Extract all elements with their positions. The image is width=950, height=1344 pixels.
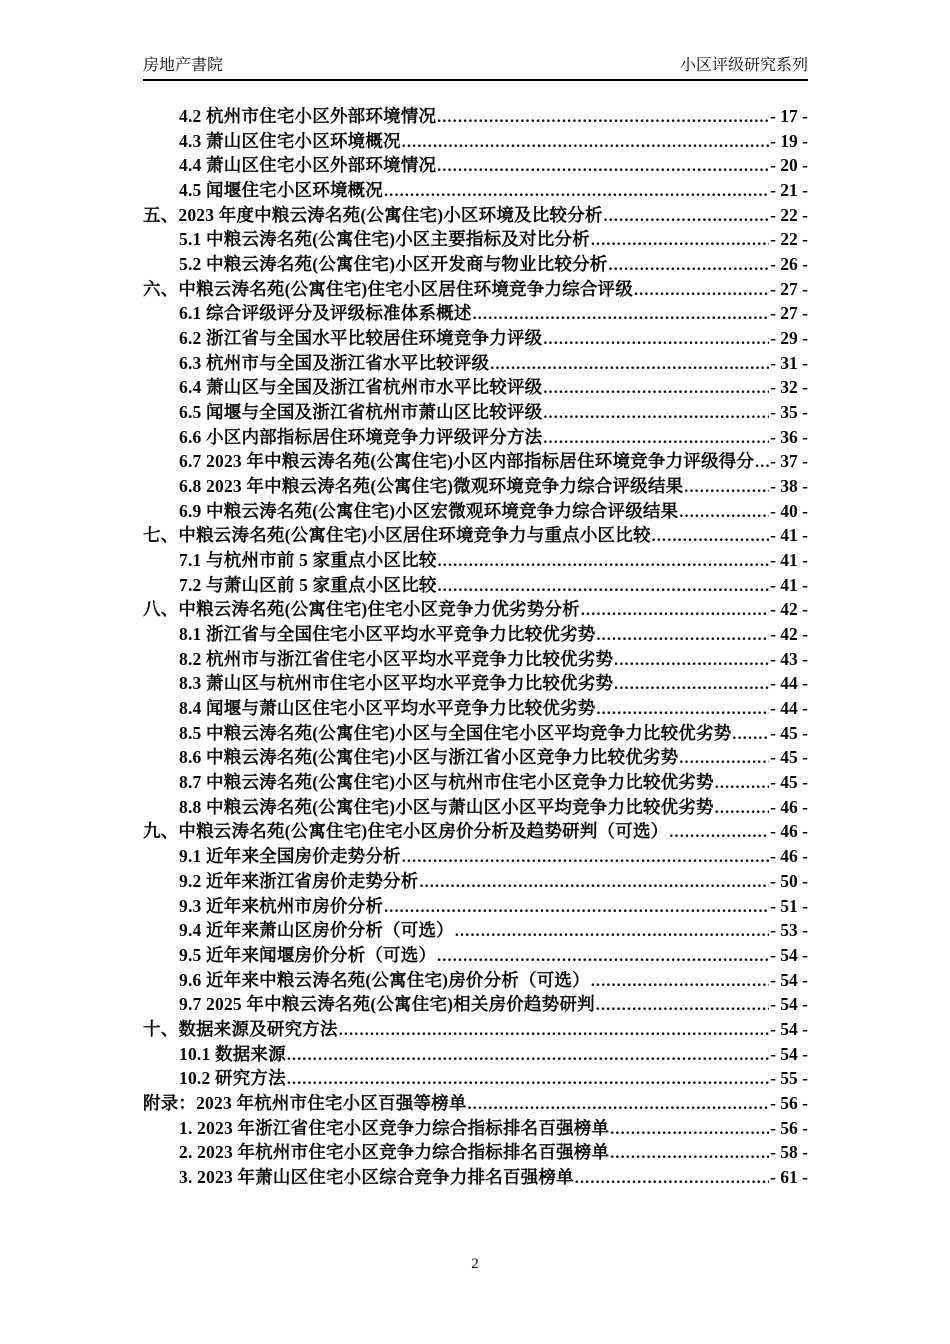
toc-entry-page: - 22 -: [770, 204, 808, 225]
dot-leader: [287, 1047, 769, 1065]
toc-entry-page: - 37 -: [770, 451, 808, 472]
dot-leader: [402, 849, 769, 867]
dot-leader: [684, 479, 769, 497]
toc-entry-title: 2. 2023 年杭州市住宅小区竞争力综合指标排名百强榜单: [179, 1142, 610, 1163]
toc-entry-page: - 43 -: [770, 648, 808, 669]
toc-entry-title: 8.6 中粮云涛名苑(公寓住宅)小区与浙江省小区竞争力比较优劣势: [179, 747, 679, 768]
dot-leader: [287, 1071, 769, 1089]
toc-entry-title: 9.2 近年来浙江省房价走势分析: [179, 870, 419, 891]
toc-entry-page: - 41 -: [770, 525, 808, 546]
toc-entry-page: - 53 -: [770, 920, 808, 941]
toc-entry-page: - 50 -: [770, 870, 808, 891]
toc-entry-title: 9.6 近年来中粮云涛名苑(公寓住宅)房价分析（可选）: [179, 969, 590, 990]
toc-entry: [143, 942, 808, 967]
toc-entry-title: 附录：2023 年杭州市住宅小区百强等榜单: [143, 1092, 467, 1113]
toc-entry-page: - 51 -: [770, 895, 808, 916]
toc-entry: [143, 1139, 808, 1164]
toc-entry-title: 7.1 与杭州市前 5 家重点小区比较: [179, 550, 437, 571]
toc-entry-title: 6.1 综合评级评分及评级标准体系概述: [179, 303, 472, 324]
toc-entry-title: 10.1 数据来源: [179, 1043, 286, 1064]
toc-entry-title: 4.3 萧山区住宅小区环境概况: [179, 130, 401, 151]
toc-entry-page: - 55 -: [770, 1068, 808, 1089]
toc-entry-page: - 41 -: [770, 574, 808, 595]
toc-entry-title: 八、中粮云涛名苑(公寓住宅)住宅小区竞争力优劣势分析: [143, 599, 580, 620]
toc-entry-title: 九、中粮云涛名苑(公寓住宅)住宅小区房价分析及趋势研判（可选）: [143, 821, 669, 842]
dot-leader: [437, 948, 769, 966]
dot-leader: [610, 1121, 769, 1139]
toc-entry-page: - 45 -: [770, 722, 808, 743]
dot-leader: [669, 824, 769, 842]
toc-entry-page: - 29 -: [770, 328, 808, 349]
dot-leader: [715, 775, 769, 793]
dot-leader: [438, 578, 770, 596]
toc-entry: [143, 744, 808, 769]
toc-entry-title: 6.9 中粮云涛名苑(公寓住宅)小区宏微观环境竞争力综合评级结果: [179, 500, 679, 521]
dot-leader: [402, 134, 769, 152]
dot-leader: [384, 899, 769, 917]
toc-entry-page: - 54 -: [770, 1018, 808, 1039]
dot-leader: [543, 430, 769, 448]
page-header: [143, 56, 808, 81]
toc-entry-title: 4.2 杭州市住宅小区外部环境情况: [179, 106, 437, 126]
dot-leader: [591, 973, 769, 991]
dot-leader: [490, 356, 769, 374]
toc-entry-title: 六、中粮云涛名苑(公寓住宅)住宅小区居住环境竞争力综合评级: [143, 278, 633, 299]
toc-entry-title: 8.3 萧山区与杭州市住宅小区平均水平竞争力比较优劣势: [179, 673, 614, 694]
dot-leader: [715, 800, 769, 818]
toc-entry-title: 10.2 研究方法: [179, 1068, 286, 1089]
toc-entry-page: - 36 -: [770, 426, 808, 447]
toc-entry: [143, 498, 808, 523]
dot-leader: [732, 726, 769, 744]
toc-entry-title: 6.5 闻堰与全国及浙江省杭州市萧山区比较评级: [179, 402, 543, 423]
toc-entry: [143, 843, 808, 868]
dot-leader: [455, 923, 769, 941]
toc-entry-title: 5.1 中粮云涛名苑(公寓住宅)小区主要指标及对比分析: [179, 229, 590, 250]
toc-entry-title: 9.4 近年来萧山区房价分析（可选）: [179, 920, 454, 941]
toc-entry-title: 3. 2023 年萧山区住宅小区综合竞争力排名百强榜单: [179, 1166, 574, 1187]
dot-leader: [634, 282, 769, 300]
header-left-text: 房地产書院: [143, 57, 224, 74]
dot-leader: [679, 750, 769, 768]
toc-entry: [143, 1090, 808, 1115]
dot-leader: [438, 553, 770, 571]
toc-entry-page: - 31 -: [770, 352, 808, 373]
toc-entry-title: 十、数据来源及研究方法: [143, 1018, 338, 1039]
toc-entry: [143, 695, 808, 720]
toc-entry: [143, 769, 808, 794]
dot-leader: [652, 528, 769, 546]
dot-leader: [614, 676, 769, 694]
toc-entry-title: 6.3 杭州市与全国及浙江省水平比较评级: [179, 352, 490, 373]
toc-entry-page: - 54 -: [770, 969, 808, 990]
toc-entry-page: - 56 -: [770, 1117, 808, 1138]
toc-entry: [143, 547, 808, 572]
toc-entry-page: - 44 -: [770, 698, 808, 719]
dot-leader: [755, 454, 769, 472]
dot-leader: [581, 602, 769, 620]
dot-leader: [575, 1170, 769, 1188]
toc-entry: [143, 621, 808, 646]
toc-entry-title: 5.2 中粮云涛名苑(公寓住宅)小区开发商与物业比较分析: [179, 254, 608, 275]
toc-entry: [143, 522, 808, 547]
toc-entry: [143, 103, 808, 128]
toc-entry: [143, 1016, 808, 1041]
toc-entry: [143, 818, 808, 843]
toc-entry-page: - 58 -: [770, 1142, 808, 1163]
dot-leader: [591, 232, 769, 250]
dot-leader: [468, 1096, 770, 1114]
toc-entry: [143, 152, 808, 177]
toc-entry-title: 6.4 萧山区与全国及浙江省杭州市水平比较评级: [179, 377, 543, 398]
toc-entry: [143, 128, 808, 153]
toc-entry-page: - 45 -: [770, 747, 808, 768]
table-of-contents: [143, 103, 808, 1189]
toc-entry: [143, 967, 808, 992]
toc-entry-title: 6.2 浙江省与全国水平比较居住环境竞争力评级: [179, 328, 543, 349]
toc-entry: [143, 399, 808, 424]
toc-entry-title: 9.5 近年来闻堰房价分析（可选）: [179, 944, 437, 965]
toc-entry-page: - 54 -: [770, 944, 808, 965]
toc-entry-page: - 46 -: [770, 846, 808, 867]
toc-entry: [143, 596, 808, 621]
toc-entry-page: - 27 -: [770, 303, 808, 324]
toc-entry-page: - 44 -: [770, 673, 808, 694]
toc-entry-page: - 22 -: [770, 229, 808, 250]
toc-entry: [143, 572, 808, 597]
dot-leader: [610, 1145, 769, 1163]
toc-entry-page: - 17 -: [770, 106, 808, 126]
toc-entry: [143, 893, 808, 918]
dot-leader: [543, 331, 769, 349]
dot-leader: [339, 1022, 769, 1040]
toc-entry: [143, 1065, 808, 1090]
toc-entry: [143, 448, 808, 473]
toc-entry: [143, 646, 808, 671]
toc-entry-title: 6.6 小区内部指标居住环境竞争力评级评分方法: [179, 426, 543, 447]
toc-entry-title: 七、中粮云涛名苑(公寓住宅)小区居住环境竞争力与重点小区比较: [143, 525, 651, 546]
toc-entry-page: - 19 -: [770, 130, 808, 151]
dot-leader: [596, 627, 769, 645]
dot-leader: [609, 257, 770, 275]
toc-entry-page: - 32 -: [770, 377, 808, 398]
toc-entry: [143, 473, 808, 498]
page-number: 2: [471, 1256, 479, 1272]
toc-entry-page: - 54 -: [770, 994, 808, 1015]
dot-leader: [604, 208, 770, 226]
toc-entry-title: 8.1 浙江省与全国住宅小区平均水平竞争力比较优劣势: [179, 624, 596, 645]
toc-entry-page: - 61 -: [770, 1166, 808, 1187]
toc-entry-page: - 46 -: [770, 796, 808, 817]
toc-entry-title: 4.5 闻堰住宅小区环境概况: [179, 180, 384, 201]
toc-entry-page: - 21 -: [770, 180, 808, 201]
toc-entry-page: - 54 -: [770, 1043, 808, 1064]
page-footer: [0, 1256, 950, 1273]
toc-entry: [143, 350, 808, 375]
dot-leader: [384, 183, 769, 201]
toc-entry-title: 五、2023 年度中粮云涛名苑(公寓住宅)小区环境及比较分析: [143, 204, 603, 225]
dot-leader: [419, 874, 769, 892]
toc-entry-title: 9.7 2025 年中粮云涛名苑(公寓住宅)相关房价趋势研判: [179, 994, 595, 1015]
dot-leader: [614, 652, 769, 670]
toc-entry: [143, 794, 808, 819]
toc-entry: [143, 300, 808, 325]
toc-entry-page: - 45 -: [770, 772, 808, 793]
toc-entry-page: - 46 -: [770, 821, 808, 842]
toc-entry-page: - 40 -: [770, 500, 808, 521]
toc-entry: [143, 1041, 808, 1066]
toc-entry-page: - 20 -: [770, 155, 808, 176]
toc-entry-page: - 56 -: [770, 1092, 808, 1113]
toc-entry-page: - 35 -: [770, 402, 808, 423]
toc-entry-title: 8.8 中粮云涛名苑(公寓住宅)小区与萧山区小区平均竞争力比较优劣势: [179, 796, 714, 817]
toc-entry-title: 8.7 中粮云涛名苑(公寓住宅)小区与杭州市住宅小区竞争力比较优劣势: [179, 772, 714, 793]
toc-entry-title: 9.3 近年来杭州市房价分析: [179, 895, 384, 916]
dot-leader: [679, 504, 769, 522]
dot-leader: [473, 306, 770, 324]
toc-entry: [143, 251, 808, 276]
toc-entry-title: 6.8 2023 年中粮云涛名苑(公寓住宅)微观环境竞争力综合评级结果: [179, 476, 684, 497]
header-right-text: 小区评级研究系列: [679, 57, 808, 74]
dot-leader: [543, 380, 769, 398]
toc-entry-title: 6.7 2023 年中粮云涛名苑(公寓住宅)小区内部指标居住环境竞争力评级得分: [179, 451, 755, 472]
toc-entry-page: - 27 -: [770, 278, 808, 299]
toc-entry-title: 9.1 近年来全国房价走势分析: [179, 846, 401, 867]
toc-entry: [143, 991, 808, 1016]
toc-entry: [143, 226, 808, 251]
toc-entry-title: 7.2 与萧山区前 5 家重点小区比较: [179, 574, 437, 595]
dot-leader: [437, 109, 769, 127]
toc-entry: [143, 202, 808, 227]
toc-entry-page: - 26 -: [770, 254, 808, 275]
toc-entry-title: 1. 2023 年浙江省住宅小区竞争力综合指标排名百强榜单: [179, 1117, 610, 1138]
dot-leader: [596, 701, 769, 719]
toc-entry-page: - 42 -: [770, 624, 808, 645]
toc-entry: [143, 917, 808, 942]
toc-entry: [143, 868, 808, 893]
dot-leader: [543, 405, 769, 423]
toc-entry-title: 8.4 闻堰与萧山区住宅小区平均水平竞争力比较优劣势: [179, 698, 596, 719]
toc-entry: [143, 424, 808, 449]
toc-entry: [143, 374, 808, 399]
toc-entry-page: - 41 -: [770, 550, 808, 571]
toc-entry-page: - 38 -: [770, 476, 808, 497]
toc-entry: [143, 720, 808, 745]
toc-entry-title: 8.5 中粮云涛名苑(公寓住宅)小区与全国住宅小区平均竞争力比较优劣势: [179, 722, 732, 743]
dot-leader: [596, 997, 769, 1015]
dot-leader: [437, 158, 769, 176]
toc-entry-title: 8.2 杭州市与浙江省住宅小区平均水平竞争力比较优劣势: [179, 648, 614, 669]
toc-entry: [143, 276, 808, 301]
toc-entry: [143, 670, 808, 695]
toc-entry: [143, 177, 808, 202]
toc-entry: [143, 1164, 808, 1189]
toc-entry-title: 4.4 萧山区住宅小区外部环境情况: [179, 155, 437, 176]
toc-entry-page: - 42 -: [770, 599, 808, 620]
toc-entry: [143, 1115, 808, 1140]
toc-entry: [143, 325, 808, 350]
